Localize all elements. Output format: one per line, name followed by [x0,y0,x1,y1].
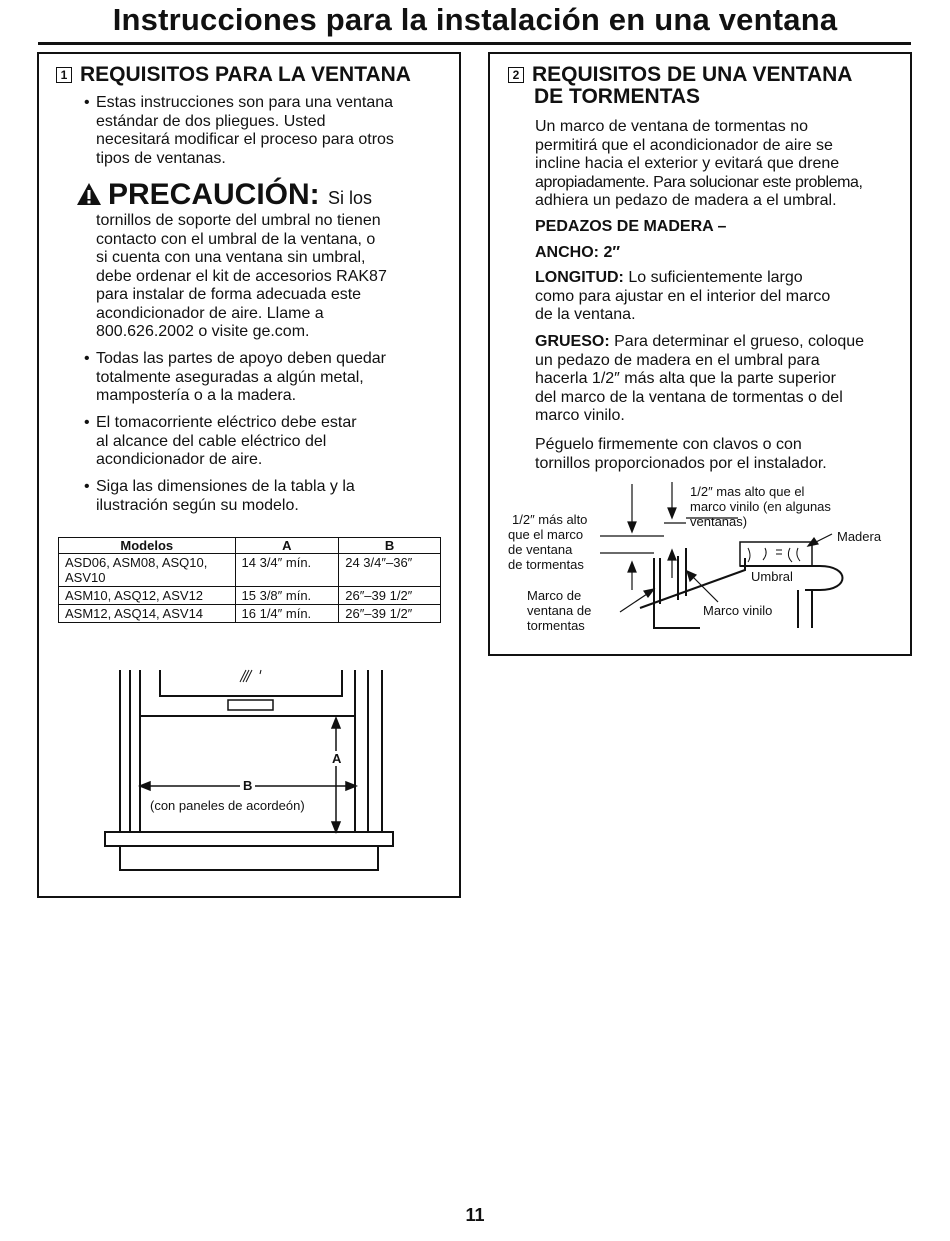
text-line: Un marco de ventana de tormentas no [535,118,809,135]
label-storm-window-frame [527,588,591,633]
text-line: ventana de [527,603,592,618]
label-vinyl-frame-note [690,484,831,529]
wood-width-label: ANCHO: 2″ [535,244,620,261]
bullet-list-item [84,350,386,406]
text-line: ilustración según su modelo. [96,496,299,514]
table-cell: ASD06, ASM08, ASQ10, ASV10 [59,554,236,587]
text-line: tornillos de soporte del umbral no tienen [96,212,381,229]
page-title: Instrucciones para la instalación en una ventana [112,2,838,37]
text-line: mampostería o a la madera. [96,387,297,404]
table-cell: ASM10, ASQ12, ASV12 [59,587,236,605]
section1-heading-text: REQUISITOS PARA LA VENTANA [80,63,411,86]
bullet-dot: • [84,350,90,367]
text-line: de tormentas [508,557,584,572]
warning-triangle-icon [76,182,102,206]
text-line: necesitará modificar el proceso para otros [96,131,394,148]
table-header: B [339,538,441,554]
text-line: marco vinilo (en algunas [690,499,831,514]
table-cell: 14 3/4″ mín. [235,554,339,587]
text-line: Péguelo firmemente con clavos o con [535,436,802,453]
section-number-badge: 2 [508,67,524,83]
label-vinyl-frame: Marco vinilo [703,603,773,618]
text-line: 1/2″ más alto [512,512,588,527]
page-number: 11 [465,1205,485,1225]
bullet-dot: • [84,414,90,431]
text-line: un pedazo de madera en el umbral para [535,351,820,369]
text-line: estándar de dos pliegues. Usted [96,112,326,130]
storm-intro-text [535,118,863,211]
table-header-row [59,538,441,554]
table-cell: 15 3/8″ mín. [235,587,339,605]
text-line: tipos de ventanas. [96,149,226,167]
text-line: al alcance del cable eléctrico del [96,432,327,450]
bullet-dot: • [84,94,90,111]
text-line: tornillos proporcionados por el instalador. [535,454,827,472]
text-line: que el marco [508,527,584,542]
text-line: Para determinar el grueso, coloque [614,333,865,350]
text-line: marco vinilo. [535,407,625,424]
table-cell: 24 3/4″–36″ [339,554,441,587]
bullet-list-item [84,478,355,515]
section1-heading [56,64,411,86]
window-dimensions-diagram [100,660,400,880]
table-row [59,554,441,587]
text-line: como para ajustar en el interior del marco [535,287,831,305]
text-line: permitirá que el acondicionador de aire se [535,136,833,154]
table-cell: ASM12, ASQ14, ASV14 [59,605,236,623]
text-line: ventanas) [690,514,748,529]
text-line: de la ventana. [535,306,636,323]
bullet-dot: • [84,478,90,495]
caution-lead: Si los [328,188,373,208]
label-wood: Madera [837,529,882,544]
table-header: A [235,538,339,554]
length-label: LONGITUD: [535,269,624,286]
text-line: 800.626.2002 o visite ge.com. [96,323,310,340]
text-line: si cuenta con una ventana sin umbral, [96,249,366,266]
text-line: totalmente aseguradas a algún metal, [96,368,364,386]
thickness-label: GRUESO: [535,333,610,350]
table-cell: 26″–39 1/2″ [339,587,441,605]
text-line: El tomacorriente eléctrico debe estar [96,414,357,431]
table-row [59,605,441,623]
text-line: adhiera un pedazo de madera a el umbral. [535,192,837,209]
text-line: Siga las dimensiones de la tabla y la [96,478,355,495]
section2-heading-text: REQUISITOS DE UNA VENTANA [532,63,853,86]
section2-heading-text: DE TORMENTAS [534,85,701,108]
text-line: debe ordenar el kit de accesorios RAK87 [96,267,387,285]
section2-heading [508,64,852,108]
caution-text [96,212,387,342]
caution-heading [76,180,372,213]
text-line: 1/2″ mas alto que el [690,484,805,499]
text-line: de ventana [508,542,573,557]
title-rule [38,42,911,45]
text-line: acondicionador de aire. Llame a [96,304,324,322]
table-header: Modelos [59,538,236,554]
text-line: contacto con el umbral de la ventana, o [96,230,376,248]
text-line: incline hacia el exterior y evitará que drene [535,155,840,172]
text-line: tormentas [527,618,585,633]
bullet-list-item [84,94,394,168]
caution-word: PRECAUCIÓN: [108,178,320,211]
label-storm-frame-note [508,512,587,572]
text-line: Estas instrucciones son para una ventana [96,94,394,111]
label-sill: Umbral [751,569,793,584]
text-line: Todas las partes de apoyo deben quedar [96,350,386,367]
wood-length-text [535,269,830,325]
table-cell: 26″–39 1/2″ [339,605,441,623]
nail-instructions-text [535,436,827,473]
wood-thickness-text [535,333,864,426]
accordion-note: (con paneles de acordeón) [150,798,305,813]
text-line: Lo suficientemente largo [628,269,803,286]
text-line: del marco de la ventana de tormentas o del [535,388,843,406]
text-line: para instalar de forma adecuada este [96,286,362,303]
models-table [58,537,441,623]
text-line: hacerla 1/2″ más alta que la parte superior [535,370,836,387]
dimension-a-label: A [332,751,342,766]
section-number-badge: 1 [56,67,72,83]
text-line: acondicionador de aire. [96,451,263,468]
bullet-list-item [84,414,357,470]
wood-pieces-heading: PEDAZOS DE MADERA – [535,218,727,235]
table-row [59,587,441,605]
table-cell: 16 1/4″ mín. [235,605,339,623]
dimension-b-label: B [240,778,255,793]
text-line: Marco de [527,588,582,603]
text-line: apropiadamente. Para solucionar este problema, [535,173,863,191]
